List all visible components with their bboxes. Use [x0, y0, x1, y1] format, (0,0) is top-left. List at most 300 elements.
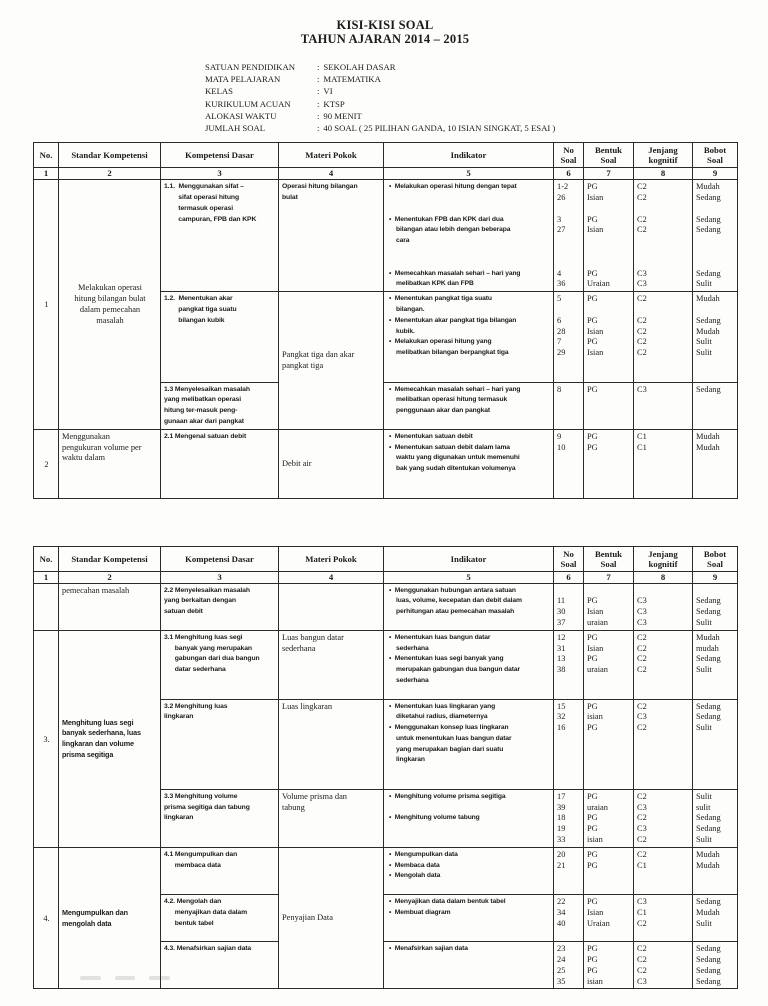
header-line: Jenjang — [648, 145, 678, 156]
text-line: C2 — [637, 665, 647, 675]
text-line: Volume prisma dan — [282, 791, 347, 801]
column-header — [59, 546, 161, 571]
meta-row — [205, 73, 737, 85]
materi-pokok-cell — [279, 180, 384, 292]
bentuk-soal-cell — [584, 630, 634, 699]
text-line: melibatkan operasi hitung termasuk — [389, 396, 508, 404]
text-line — [389, 824, 551, 835]
text-line: Sulit — [696, 835, 712, 845]
standar-kompetensi-cell — [59, 429, 161, 498]
text-line: • Menentukan luas lingkaran yang — [389, 702, 496, 710]
text-line: 1.1. Menggunakan sifat – — [164, 183, 244, 191]
text-line: 25 — [557, 965, 566, 975]
column-number: 8 — [634, 168, 693, 180]
text-line: PG — [587, 384, 598, 394]
header-line: Materi Pokok — [305, 150, 357, 161]
text-line — [557, 236, 581, 247]
text-line: bilangan atau lebih dengan beberapa — [389, 226, 511, 234]
text-line: kubik. — [389, 327, 415, 335]
meta-colon: : — [317, 110, 320, 121]
column-number: 5 — [384, 571, 554, 583]
text-line: Melakukan operasi — [78, 283, 142, 293]
text-line: 26 — [557, 193, 566, 203]
bobot-soal-cell — [693, 942, 738, 989]
text-line: Penyajian Data — [282, 913, 333, 923]
indikator-cell — [384, 429, 554, 498]
text-line: • Menentukan akar pangkat tiga bilangan — [389, 316, 517, 324]
text-line: pangkat tiga suatu — [164, 305, 237, 313]
text-line: tabung — [282, 802, 305, 812]
text-line: menyajikan data dalam — [164, 908, 248, 916]
header-row — [34, 143, 738, 168]
text-line: C1 — [637, 907, 647, 917]
text-line — [637, 247, 690, 258]
indikator-cell — [384, 847, 554, 894]
text-line: Sedang — [696, 193, 721, 203]
text-line — [389, 977, 551, 988]
text-line: hitung bilangan bulat — [74, 294, 146, 304]
text-line — [696, 586, 735, 597]
text-line: PG — [587, 824, 598, 834]
header-line: No. — [39, 150, 53, 161]
text-line: PG — [587, 897, 598, 907]
header-line: Jenjang — [648, 548, 678, 559]
meta-colon: : — [317, 123, 320, 134]
text-line: PG — [587, 849, 598, 859]
text-line: 27 — [557, 225, 566, 235]
column-number-row — [34, 168, 738, 180]
text-line — [389, 803, 551, 814]
text-line: Mudah — [696, 294, 720, 304]
text-line — [389, 204, 551, 215]
text-line: C3 — [637, 279, 647, 289]
header-line: No — [563, 145, 574, 156]
kompetensi-dasar-cell — [161, 180, 279, 292]
text-line: 13 — [557, 654, 566, 664]
text-line: Sedang — [696, 965, 721, 975]
text-line: mudah — [696, 643, 719, 653]
table-row — [34, 630, 738, 699]
text-line — [557, 258, 581, 269]
text-line: C2 — [637, 182, 647, 192]
meta-colon: : — [317, 74, 320, 85]
text-line: 40 — [557, 918, 566, 928]
text-line: PG — [587, 315, 598, 325]
no-cell: 4. — [34, 847, 59, 989]
column-header — [584, 546, 634, 571]
text-line: Mudah — [696, 431, 720, 441]
text-line — [389, 475, 551, 486]
column-number: 2 — [59, 571, 161, 583]
text-line: pangkat tiga — [282, 360, 324, 370]
text-line: PG — [587, 944, 598, 954]
text-line: untuk menentukan luas bangun datar — [389, 734, 512, 742]
text-line — [587, 258, 631, 269]
title-line-2: TAHUN AJARAN 2014 – 2015 — [300, 32, 470, 46]
bobot-soal-cell — [693, 699, 738, 789]
text-line: 33 — [557, 835, 566, 845]
text-line: C2 — [637, 326, 647, 336]
text-line: Mudah — [696, 907, 720, 917]
jenjang-kognitif-cell — [634, 847, 693, 894]
text-line: Mudah — [696, 182, 720, 192]
column-header — [384, 546, 554, 571]
kisi-table — [33, 142, 738, 498]
no-soal-cell — [554, 292, 584, 382]
text-line — [389, 929, 551, 940]
text-line: lingkaran — [164, 713, 194, 721]
text-line: 5 — [557, 294, 562, 304]
bentuk-soal-cell — [584, 699, 634, 789]
materi-pokok-cell — [279, 292, 384, 430]
text-line: PG — [587, 965, 598, 975]
bobot-soal-cell — [693, 382, 738, 429]
no-soal-cell — [554, 630, 584, 699]
bobot-soal-cell — [693, 895, 738, 942]
text-line: • Menafsirkan sajian data — [389, 945, 468, 953]
meta-value: SEKOLAH DASAR — [323, 62, 396, 72]
text-line: Menghitung luas segi — [62, 717, 134, 727]
text-line: yang melibatkan operasi — [164, 396, 242, 404]
meta-list — [205, 61, 737, 134]
text-line: Uraian — [587, 918, 610, 928]
text-line — [557, 305, 581, 316]
text-line: C3 — [637, 607, 647, 617]
text-line: 1.2. Menentukan akar — [164, 295, 233, 303]
text-line: C3 — [637, 976, 647, 986]
text-line: • Menentukan pangkat tiga suatu — [389, 295, 492, 303]
jenjang-kognitif-cell — [634, 789, 693, 847]
text-line: • Menggunakan konsep luas lingkaran — [389, 724, 509, 732]
text-line: cara — [389, 237, 410, 245]
text-line: Luas lingkaran — [282, 701, 333, 711]
text-line: PG — [587, 182, 598, 192]
column-number: 5 — [384, 168, 554, 180]
text-line: Sulit — [696, 791, 712, 801]
text-line: melibatkan KPK dan FPB — [389, 280, 474, 288]
text-line: 22 — [557, 897, 566, 907]
bentuk-soal-cell — [584, 180, 634, 292]
text-line — [389, 193, 551, 204]
text-line: PG — [587, 654, 598, 664]
header-line: Soal — [707, 558, 723, 569]
column-header — [384, 143, 554, 168]
text-line: Sedang — [696, 701, 721, 711]
meta-label: SATUAN PENDIDIKAN — [205, 62, 296, 72]
materi-pokok-cell — [279, 630, 384, 699]
text-line — [389, 966, 551, 977]
kompetensi-dasar-cell — [161, 942, 279, 989]
column-number: 1 — [34, 168, 59, 180]
text-line: perhitungan atau pemecahan masalah — [389, 608, 515, 616]
text-line: Sulit — [696, 723, 712, 733]
text-line: • Menyajikan data dalam bentuk tabel — [389, 898, 506, 906]
text-line — [389, 247, 551, 258]
text-line: banyak yang merupakan — [164, 644, 252, 652]
text-line: bak yang sudah ditentukan volumenya — [389, 465, 516, 473]
text-line — [637, 305, 690, 316]
document-title — [33, 18, 737, 46]
text-line: waktu dalam — [62, 453, 106, 463]
text-line — [696, 204, 735, 215]
no-soal-cell — [554, 382, 584, 429]
bentuk-soal-cell — [584, 429, 634, 498]
text-line: 4.3. Menafsirkan sajian data — [164, 945, 252, 953]
text-line: Sulit — [696, 348, 712, 358]
kompetensi-dasar-cell — [161, 382, 279, 429]
text-line — [637, 586, 690, 597]
kompetensi-dasar-cell — [161, 429, 279, 498]
header-line: Soal — [560, 558, 577, 569]
text-line: uraian — [587, 802, 608, 812]
text-line: uraian — [587, 617, 608, 627]
text-line: Sulit — [696, 617, 712, 627]
text-line: sederhana — [389, 676, 429, 684]
text-line: C2 — [637, 225, 647, 235]
column-header — [59, 143, 161, 168]
text-line: 3 — [557, 214, 562, 224]
text-line: C3 — [637, 617, 647, 627]
bentuk-soal-cell — [584, 942, 634, 989]
text-line: pengukuran volume per — [62, 442, 142, 452]
meta-row — [205, 122, 737, 134]
meta-colon: : — [317, 86, 320, 97]
text-line: Mudah — [696, 632, 720, 642]
indikator-cell — [384, 382, 554, 429]
text-line: 39 — [557, 802, 566, 812]
text-line: PG — [587, 632, 598, 642]
indikator-cell — [384, 942, 554, 989]
text-line: datar sederhana — [164, 666, 226, 674]
text-line: 20 — [557, 849, 566, 859]
header-line: Soal — [560, 155, 577, 166]
text-line: 29 — [557, 348, 566, 358]
text-line: C3 — [637, 596, 647, 606]
text-line: isian — [587, 976, 603, 986]
column-number-row — [34, 571, 738, 583]
column-header — [693, 143, 738, 168]
indikator-cell — [384, 699, 554, 789]
text-line: Sedang — [696, 824, 721, 834]
text-line: C2 — [637, 193, 647, 203]
text-line: C2 — [637, 315, 647, 325]
header-line: Bentuk — [594, 548, 623, 559]
text-line: PG — [587, 214, 598, 224]
text-line: 6 — [557, 315, 562, 325]
text-line — [389, 370, 551, 381]
text-line: • Menentukan luas bangun datar — [389, 633, 491, 641]
jenjang-kognitif-cell — [634, 180, 693, 292]
text-line: Isian — [587, 193, 604, 203]
text-line: banyak sederhana, luas — [62, 728, 141, 738]
meta-colon: : — [317, 62, 320, 72]
text-line: 28 — [557, 326, 566, 336]
text-line: 3.2 Menghitung luas — [164, 702, 228, 710]
header-line: Indikator — [450, 150, 487, 161]
header-line: Bentuk — [594, 145, 623, 156]
meta-row — [205, 98, 737, 110]
text-line: C2 — [637, 348, 647, 358]
bobot-soal-cell — [693, 789, 738, 847]
text-line: C2 — [637, 294, 647, 304]
text-line: sulit — [696, 802, 711, 812]
text-line: Sedang — [696, 315, 721, 325]
materi-pokok-cell — [279, 847, 384, 989]
text-line: 1.3 Menyelesaikan masalah — [164, 385, 250, 393]
text-line — [696, 247, 735, 258]
standar-kompetensi-cell — [59, 180, 161, 430]
text-line: sifat operasi hitung — [164, 194, 239, 202]
text-line — [389, 882, 551, 893]
text-line: termasuk operasi — [164, 204, 233, 212]
text-line: Mudah — [696, 442, 720, 452]
meta-row — [205, 61, 737, 73]
standar-kompetensi-cell — [59, 583, 161, 630]
kompetensi-dasar-cell — [161, 699, 279, 789]
text-line: isian — [587, 835, 603, 845]
kompetensi-dasar-cell — [161, 895, 279, 942]
bentuk-soal-cell — [584, 847, 634, 894]
text-line: Sedang — [696, 897, 721, 907]
kompetensi-dasar-cell — [161, 630, 279, 699]
text-line: • Melakukan operasi hitung yang — [389, 338, 492, 346]
text-line: 4 — [557, 268, 562, 278]
no-soal-cell — [554, 180, 584, 292]
standar-kompetensi-cell — [59, 847, 161, 989]
text-line: C2 — [637, 654, 647, 664]
text-line: 17 — [557, 791, 566, 801]
bentuk-soal-cell — [584, 292, 634, 382]
text-line: uraian — [587, 665, 608, 675]
text-line — [696, 236, 735, 247]
column-number: 2 — [59, 168, 161, 180]
no-soal-cell — [554, 789, 584, 847]
text-line: Isian — [587, 225, 604, 235]
text-line: 2.1 Mengenal satuan debit — [164, 432, 247, 440]
text-line: sederhana — [389, 644, 429, 652]
text-line: luas, volume, kecepatan dan debit dalam — [389, 597, 522, 605]
text-line: 35 — [557, 976, 566, 986]
column-number: 9 — [693, 168, 738, 180]
text-line: • Mengumpulkan data — [389, 850, 458, 858]
header-row — [34, 546, 738, 571]
text-line — [637, 258, 690, 269]
text-line: 38 — [557, 665, 566, 675]
kompetensi-dasar-cell — [161, 789, 279, 847]
text-line: gabungan dari dua bangun — [164, 655, 260, 663]
standar-kompetensi-cell — [59, 630, 161, 847]
text-line: prisma segitiga — [62, 750, 114, 760]
text-line — [637, 204, 690, 215]
column-number: 1 — [34, 571, 59, 583]
no-cell: 1 — [34, 180, 59, 430]
text-line: Isian — [587, 607, 604, 617]
text-line: hitung ter-masuk peng- — [164, 407, 238, 415]
no-soal-cell — [554, 699, 584, 789]
header-line: Indikator — [450, 553, 487, 564]
column-header — [279, 546, 384, 571]
column-number: 3 — [161, 168, 279, 180]
column-number: 7 — [584, 571, 634, 583]
meta-colon: : — [317, 98, 320, 109]
text-line: PG — [587, 955, 598, 965]
text-line: C1 — [637, 431, 647, 441]
text-line: Sedang — [696, 214, 721, 224]
text-line: merupakan gabungan dua bangun datar — [389, 666, 520, 674]
jenjang-kognitif-cell — [634, 942, 693, 989]
text-line: Sedang — [696, 607, 721, 617]
header-line: Soal — [600, 558, 617, 569]
jenjang-kognitif-cell — [634, 382, 693, 429]
text-line: C2 — [637, 632, 647, 642]
text-line — [557, 247, 581, 258]
text-line: 37 — [557, 617, 566, 627]
indikator-cell — [384, 180, 554, 292]
text-line: Sedang — [696, 268, 721, 278]
text-line: Sedang — [696, 712, 721, 722]
bentuk-soal-cell — [584, 895, 634, 942]
text-line: 32 — [557, 712, 566, 722]
header-line: Materi Pokok — [305, 553, 357, 564]
text-line: Sedang — [696, 654, 721, 664]
text-line: C2 — [637, 955, 647, 965]
text-line: 12 — [557, 632, 566, 642]
meta-label: JUMLAH SOAL — [205, 123, 266, 134]
column-header — [161, 143, 279, 168]
text-line: Pangkat tiga dan akar — [282, 350, 355, 360]
text-line — [389, 417, 551, 428]
text-line: Luas bangun datar — [282, 632, 344, 642]
text-line — [389, 618, 551, 629]
text-line: 4.2. Mengolah dan — [164, 898, 222, 906]
text-line: 9 — [557, 431, 562, 441]
table-row — [34, 583, 738, 630]
bentuk-soal-cell — [584, 382, 634, 429]
column-number: 3 — [161, 571, 279, 583]
text-line: Sulit — [696, 665, 712, 675]
column-number: 4 — [279, 571, 384, 583]
text-line: Sedang — [696, 976, 721, 986]
text-line: satuan debit — [164, 608, 203, 616]
column-number: 6 — [554, 168, 584, 180]
meta-value: VI — [323, 86, 333, 97]
meta-label: MATA PELAJARAN — [205, 74, 281, 85]
text-line: Mudah — [696, 860, 720, 870]
text-line: lingkaran dan volume — [62, 739, 134, 749]
kompetensi-dasar-cell — [161, 847, 279, 894]
text-line: Isian — [587, 907, 604, 917]
text-line: C2 — [637, 791, 647, 801]
text-line: • Membaca data — [389, 861, 440, 869]
text-line: C2 — [637, 723, 647, 733]
text-line: PG — [587, 813, 598, 823]
column-number: 4 — [279, 168, 384, 180]
text-line — [587, 247, 631, 258]
text-line: C3 — [637, 268, 647, 278]
text-line — [389, 766, 551, 777]
text-line: C3 — [637, 802, 647, 812]
indikator-cell — [384, 895, 554, 942]
text-line: Isian — [587, 643, 604, 653]
text-line — [637, 236, 690, 247]
text-line: C2 — [637, 643, 647, 653]
bentuk-soal-cell — [584, 583, 634, 630]
meta-row — [205, 85, 737, 97]
text-line: campuran, FPB dan KPK — [164, 215, 257, 223]
column-number: 6 — [554, 571, 584, 583]
text-line: • Memecahkan masalah sehari – hari yang — [389, 269, 521, 277]
text-line: PG — [587, 860, 598, 870]
